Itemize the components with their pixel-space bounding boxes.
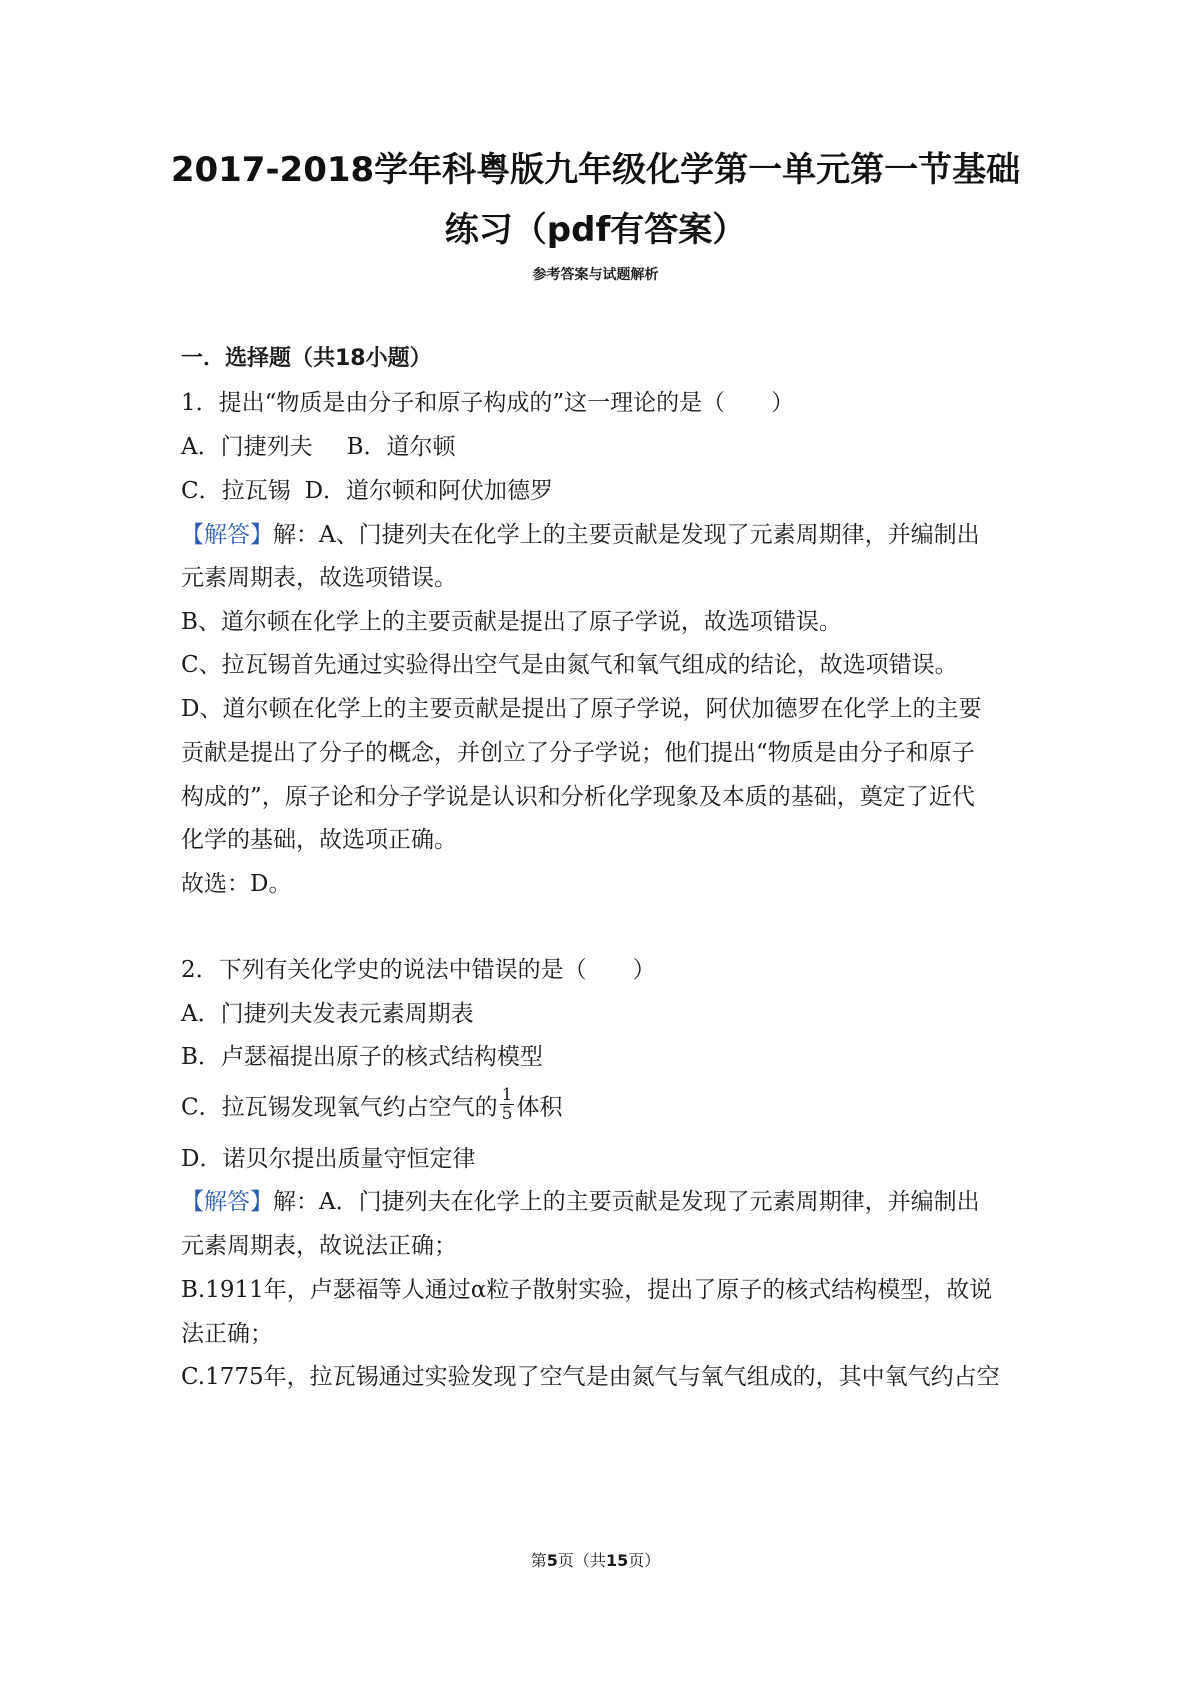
footer-text: 页） bbox=[628, 1551, 661, 1570]
q1-answer-line: D、道尔顿在化学上的主要贡献是提出了原子学说，阿伏加德罗在化学上的主要 bbox=[181, 696, 982, 722]
q2-answer-line bbox=[181, 1187, 1021, 1217]
fraction-numerator: 1 bbox=[501, 1085, 513, 1105]
q2-option-b: B．卢瑟福提出原子的核式结构模型 bbox=[181, 1044, 543, 1070]
q1-answer-tag: 【解答】 bbox=[181, 522, 273, 548]
q1-choice: 故选：D。 bbox=[181, 871, 292, 897]
q1-answer-line bbox=[181, 520, 1021, 550]
q2-option-c bbox=[181, 1085, 1021, 1127]
q2-option-c-text: C．拉瓦锡发现氧气约占空气的 bbox=[181, 1094, 498, 1121]
q1-options-cd bbox=[181, 476, 1021, 506]
footer-text: 第 bbox=[530, 1551, 547, 1570]
q2-answer-line: B.1911年，卢瑟福等人通过α粒子散射实验，提出了原子的核式结构模型，故说 bbox=[181, 1277, 993, 1303]
q1-answer-line: 元素周期表，故选项错误。 bbox=[181, 565, 457, 591]
section-heading: 一．选择题（共18小题） bbox=[181, 346, 432, 371]
page-footer bbox=[0, 1548, 1191, 1571]
q2-option-d: D．诺贝尔提出质量守恒定律 bbox=[181, 1146, 476, 1172]
q2-answer-line: C.1775年，拉瓦锡通过实验发现了空气是由氮气与氧气组成的，其中氧气约占空 bbox=[181, 1364, 1000, 1390]
q1-answer-text: 解：A、门捷列夫在化学上的主要贡献是发现了元素周期律，并编制出 bbox=[273, 522, 980, 548]
q2-option-a: A．门捷列夫发表元素周期表 bbox=[181, 1001, 474, 1027]
q1-option-a: A．门捷列夫 bbox=[181, 434, 313, 460]
q1-answer-line: 化学的基础，故选项正确。 bbox=[181, 827, 457, 853]
q2-answer-line: 元素周期表，故说法正确； bbox=[181, 1233, 457, 1259]
q2-answer-tag: 【解答】 bbox=[181, 1189, 273, 1215]
q2-stem: 2．下列有关化学史的说法中错误的是（ ） bbox=[181, 957, 656, 983]
doc-title-line2: 练习（pdf有答案） bbox=[444, 210, 747, 250]
footer-text: 页（共 bbox=[557, 1551, 606, 1570]
footer-page-number: 5 bbox=[546, 1551, 558, 1570]
q1-option-c: C．拉瓦锡 bbox=[181, 478, 291, 504]
q2-answer-line: 法正确； bbox=[181, 1321, 273, 1347]
q1-answer-line: B、道尔顿在化学上的主要贡献是提出了原子学说，故选项错误。 bbox=[181, 609, 842, 635]
fraction-denominator: 5 bbox=[501, 1104, 513, 1124]
q1-stem: 1．提出“物质是由分子和原子构成的”这一理论的是（ ） bbox=[181, 390, 795, 416]
footer-total-pages: 15 bbox=[605, 1551, 629, 1570]
doc-title-line1: 2017-2018学年科粤版九年级化学第一单元第一节基础 bbox=[170, 150, 1021, 190]
fraction bbox=[500, 1086, 515, 1123]
q2-answer-text: 解：A．门捷列夫在化学上的主要贡献是发现了元素周期律，并编制出 bbox=[273, 1189, 980, 1215]
q1-answer-line: 构成的”，原子论和分子学说是认识和分析化学现象及本质的基础，奠定了近代 bbox=[181, 784, 975, 810]
q1-option-b: B．道尔顿 bbox=[346, 434, 456, 460]
q1-answer-line: 贡献是提出了分子的概念，并创立了分子学说；他们提出“物质是由分子和原子 bbox=[181, 740, 975, 766]
q2-option-c-suffix: 体积 bbox=[516, 1094, 563, 1121]
q1-answer-line: C、拉瓦锡首先通过实验得出空气是由氮气和氧气组成的结论，故选项错误。 bbox=[181, 652, 958, 678]
q1-options-ab bbox=[181, 432, 1021, 462]
q1-option-d: D．道尔顿和阿伏加德罗 bbox=[304, 478, 554, 504]
doc-subtitle: 参考答案与试题解析 bbox=[532, 267, 659, 283]
